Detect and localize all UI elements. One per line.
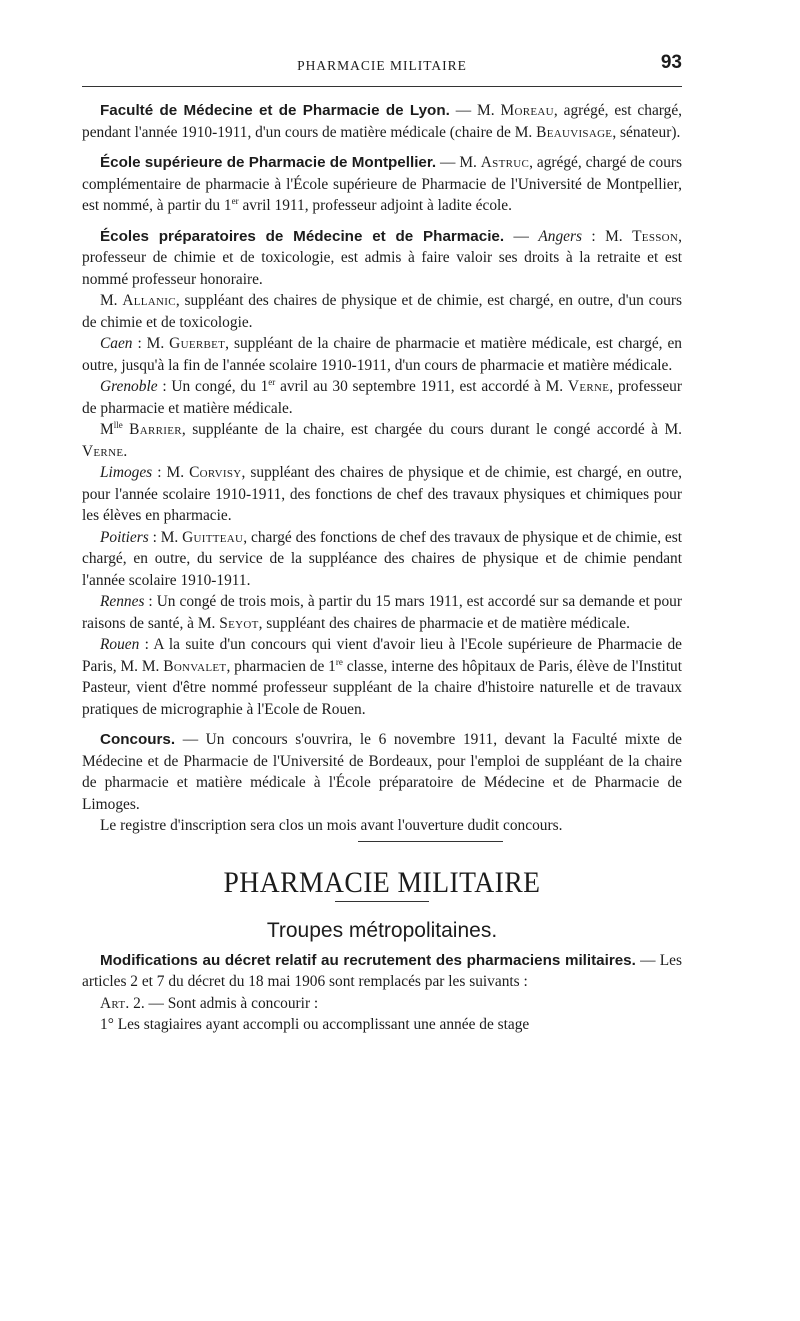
text: , suppléant de la chaire de pharmacie et matière médicale, est chargé, en outre, jusqu'à la fin de l'année scolaire 1910-1911, d'un cours de pharmacie et matière médicale. [82, 335, 683, 374]
city-name: Rouen [100, 636, 140, 653]
superscript: lle [113, 419, 123, 430]
text: , chargé des fonctions de chef des travaux de physique et de chimie, est chargé, en outre, du service de la suppléance des chaires de physique et de chimie pendant l'année scolaire 1910-1911. [82, 528, 682, 589]
person-name: Corvisy [189, 464, 242, 481]
lead-military: Modifications au décret relatif au recrutement des pharmaciens militaires. [100, 951, 636, 969]
page-number: 93 [660, 52, 682, 73]
paragraph-barrier [82, 419, 682, 462]
city-name: Limoges [100, 464, 153, 481]
paragraph-military [82, 950, 682, 993]
text: , agrégé, est chargé, pendant l'année 1910-1911, d'un cours de matière médicale (chaire de M. [82, 102, 682, 141]
text: : M. [581, 227, 633, 245]
text: , pharmacien de 1 [226, 657, 336, 675]
lead-montpellier: École supérieure de Pharmacie de Montpellier. [100, 154, 437, 171]
text: : Un congé de trois mois, à partir du 15 mars 1911, est accordé sur sa demande et pour raisons de santé, à M. [82, 593, 682, 632]
text: , suppléant des chaires de physique et de chimie, est chargé, en outre, pour l'année scolaire 1910-1911, des fonctions de chef des travaux physiques et chimiques pour les élèves en pharmacie. [82, 464, 683, 524]
separator-rule [358, 841, 503, 842]
text: — Un concours s'ouvrira, le 6 novembre 1911, devant la Faculté mixte de Médecine et de Pharmacie de l'Université de Bordeaux, pour l'emploi de suppléant de la chaire de pharmacie et matière médicale à l'École préparatoire de Médecine et de Pharmacie de Limoges. [82, 731, 682, 813]
text: : Un congé, du 1 [157, 378, 269, 395]
superscript: er [268, 376, 276, 387]
text: — [504, 227, 539, 245]
title-rule [335, 901, 429, 902]
paragraph-montpellier [82, 152, 682, 217]
city-name: Poitiers [100, 528, 149, 546]
person-name: Guitteau [182, 528, 244, 546]
paragraph-item [82, 1014, 682, 1036]
text: , agrégé, chargé de cours complémentaire de pharmacie à l'École supérieure de Pharmacie de l'Université de Montpellier, est nommé, à partir du 1 [82, 154, 683, 214]
text: — Les articles 2 et 7 du décret du 18 mai 1906 sont remplacés par les suivants : [82, 951, 682, 990]
city-name: Caen [100, 335, 133, 352]
superscript: re [335, 656, 343, 667]
text: M [100, 421, 114, 438]
text: — M. [436, 154, 481, 171]
paragraph-lyon [82, 100, 682, 143]
paragraph-rouen [82, 634, 682, 720]
text: 1° Les stagiaires ayant accompli ou accomplissant une année de stage [100, 1016, 530, 1033]
running-title: PHARMACIE MILITAIRE [297, 58, 467, 73]
page-body [82, 100, 682, 1036]
paragraph-rennes [82, 591, 682, 634]
person-name: Allanic [122, 292, 176, 309]
paragraph-poitiers [82, 527, 682, 592]
text: classe, interne des hôpitaux de Paris, élève de l'Institut Pasteur, vient d'être nommé professeur suppléant de la chaire d'histoire naturelle et de travaux pratiques de micrographie à l'Ecole de Rouen. [82, 657, 682, 718]
paragraph-allanic [82, 290, 682, 333]
person-name: Moreau [500, 102, 554, 119]
person-name: Seyot [219, 614, 259, 632]
paragraph-limoges [82, 462, 682, 527]
city-name: Grenoble [100, 378, 158, 395]
text: — M. [449, 102, 501, 119]
text: , suppléant des chaires de pharmacie et de matière médicale. [258, 614, 630, 632]
person-name: Guerbet [169, 335, 226, 352]
person-name: Tesson [632, 227, 679, 245]
person-name: Beauvisage [536, 123, 613, 141]
paragraph-ecoles [82, 226, 682, 291]
article-label: Art [100, 994, 126, 1012]
text: avril 1911, professeur adjoint à ladite école. [238, 197, 512, 214]
text: : M. [152, 464, 190, 481]
person-name: Verne [567, 378, 610, 395]
lead-concours: Concours. [100, 731, 176, 748]
text: , sénateur). [612, 123, 681, 141]
text: : A la suite d'un concours qui vient d'avoir lieu à l'Ecole supérieure de Pharmacie de Paris, M. M. [82, 636, 682, 675]
text: , professeur de pharmacie et matière médicale. [82, 378, 682, 417]
text: : M. [148, 528, 183, 546]
paragraph-article [82, 993, 682, 1015]
person-name: Barrier [129, 421, 182, 438]
text: . 2. — Sont admis à concourir : [125, 994, 319, 1012]
subsection-title: Troupes métropolitaines. [266, 919, 498, 942]
paragraph-registre [82, 815, 682, 837]
superscript: er [231, 195, 239, 206]
running-head [82, 52, 682, 82]
text: . [123, 442, 128, 460]
text: , professeur de chimie et de toxicologie, est admis à faire valoir ses droits à la retraite et est nommé professeur honoraire. [82, 227, 682, 288]
text: , suppléant des chaires de physique et de chimie, est chargé, en outre, d'un cours de chimie et de toxicologie. [82, 292, 682, 331]
paragraph-concours [82, 729, 682, 815]
person-name: Bonvalet [163, 657, 227, 675]
paragraph-grenoble [82, 376, 682, 419]
paragraph-caen [82, 333, 682, 376]
text: Le registre d'inscription sera clos un mois avant l'ouverture dudit concours. [100, 817, 563, 834]
city-name: Rennes [100, 593, 145, 610]
section-title: PHARMACIE MILITAIRE [223, 865, 541, 899]
text: , suppléante de la chaire, est chargée du cours durant le congé accordé à M. [181, 421, 682, 438]
lead-ecoles: Écoles préparatoires de Médecine et de Pharmacie. [100, 227, 505, 245]
person-name: Astruc [480, 154, 530, 171]
text: : M. [132, 335, 170, 352]
header-rule [82, 86, 682, 87]
city-name: Angers [538, 227, 582, 245]
text: M. [100, 292, 123, 309]
lead-lyon: Faculté de Médecine et de Pharmacie de Lyon. [100, 102, 450, 119]
person-name: Verne [82, 442, 124, 460]
text: avril au 30 septembre 1911, est accordé à M. [275, 378, 568, 395]
